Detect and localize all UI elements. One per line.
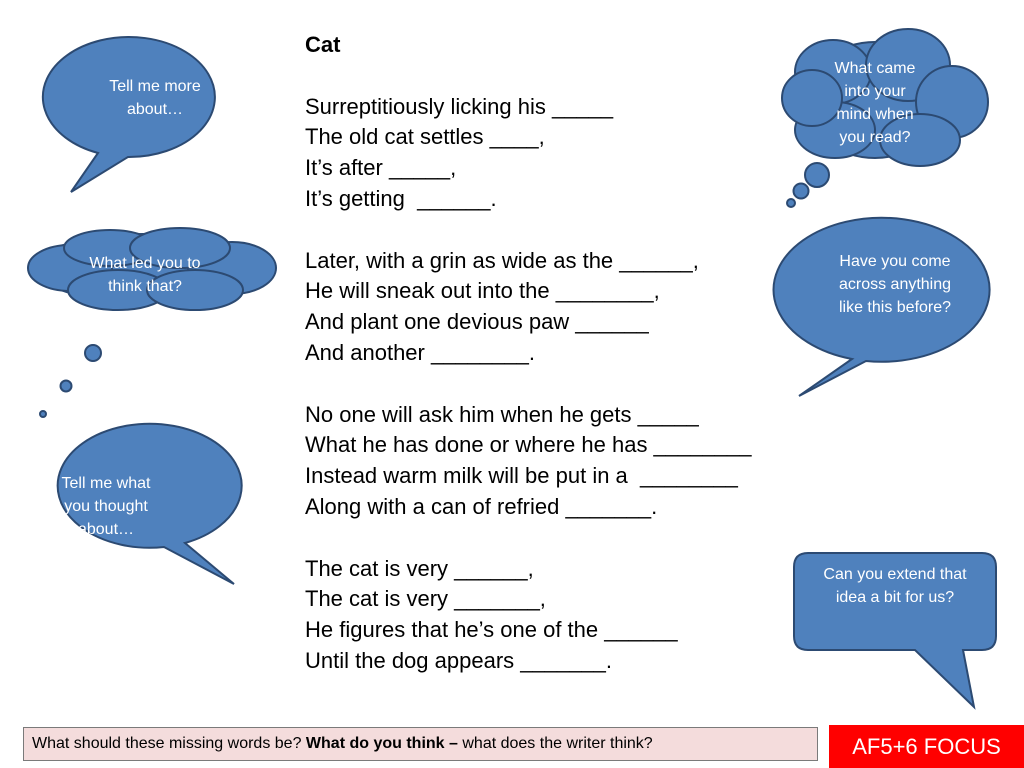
stanza-gap	[305, 215, 865, 246]
poem-line: And plant one devious paw ______	[305, 309, 649, 335]
bubble-line: you thought	[64, 498, 148, 515]
focus-label: AF5+6 FOCUS	[829, 725, 1024, 768]
poem-title: Cat	[305, 32, 341, 57]
bubble-line: Tell me more	[109, 78, 201, 95]
bubble-line: Can you extend that	[823, 566, 967, 583]
stanza-gap	[305, 523, 865, 554]
bubble-text-tell-me-more	[70, 75, 240, 121]
bubble-line: What came	[834, 60, 916, 77]
question-text-end: what does the writer think?	[457, 735, 653, 752]
bubble-line: Have you come	[839, 253, 951, 270]
question-text: What should these missing words be?	[32, 735, 306, 752]
poem-line: It’s after _____,	[305, 155, 457, 181]
stanza-1	[305, 92, 865, 215]
poem-line: Along with a can of refried _______.	[305, 493, 658, 519]
bubble-line: about…	[77, 521, 135, 538]
stanza-gap	[305, 61, 865, 92]
poem-line: It’s getting ______.	[305, 185, 497, 211]
stanza-4	[305, 554, 865, 677]
poem-line: Instead warm milk will be put in a ________	[305, 463, 738, 489]
stanza-3	[305, 400, 865, 523]
question-box	[23, 727, 818, 761]
poem-line: Until the dog appears _______.	[305, 647, 613, 673]
poem-line: And another ________.	[305, 339, 535, 365]
bubble-line: into your	[844, 83, 906, 100]
bubble-line: think that?	[108, 278, 182, 295]
bubble-line: about…	[126, 101, 184, 118]
thought-dot-large	[85, 345, 101, 361]
bubble-text-tell-me-what	[36, 472, 176, 541]
stanza-gap	[305, 369, 865, 400]
bubble-line: mind when	[836, 106, 914, 123]
bubble-line: idea a bit for us?	[835, 589, 955, 606]
stanza-2	[305, 246, 865, 369]
bubble-line: across anything	[838, 276, 952, 293]
poem-line: No one will ask him when he gets _____	[305, 401, 699, 427]
bubble-line: What led you to	[89, 255, 201, 272]
poem-line: The cat is very ______,	[305, 555, 534, 581]
bubble-line: you read?	[839, 129, 911, 146]
poem-line: Surreptitiously licking his _____	[305, 93, 614, 119]
thought-dot-small	[40, 411, 46, 417]
poem-line: The old cat settles ____,	[305, 124, 545, 150]
poem-line: The cat is very _______,	[305, 586, 546, 612]
poem-line: What he has done or where he has ________	[305, 432, 752, 458]
bubble-text-what-led-you	[60, 252, 230, 298]
poem-line: Later, with a grin as wide as the ______,	[305, 247, 699, 273]
bubble-line: Tell me what	[61, 475, 151, 492]
poem-line: He will sneak out into the ________,	[305, 278, 660, 304]
poem	[305, 30, 865, 677]
poem-line: He figures that he’s one of the ______	[305, 617, 678, 643]
thought-dot-medium	[61, 381, 72, 392]
question-bold-text: What do you think –	[305, 735, 458, 752]
bubble-line: like this before?	[838, 299, 952, 316]
